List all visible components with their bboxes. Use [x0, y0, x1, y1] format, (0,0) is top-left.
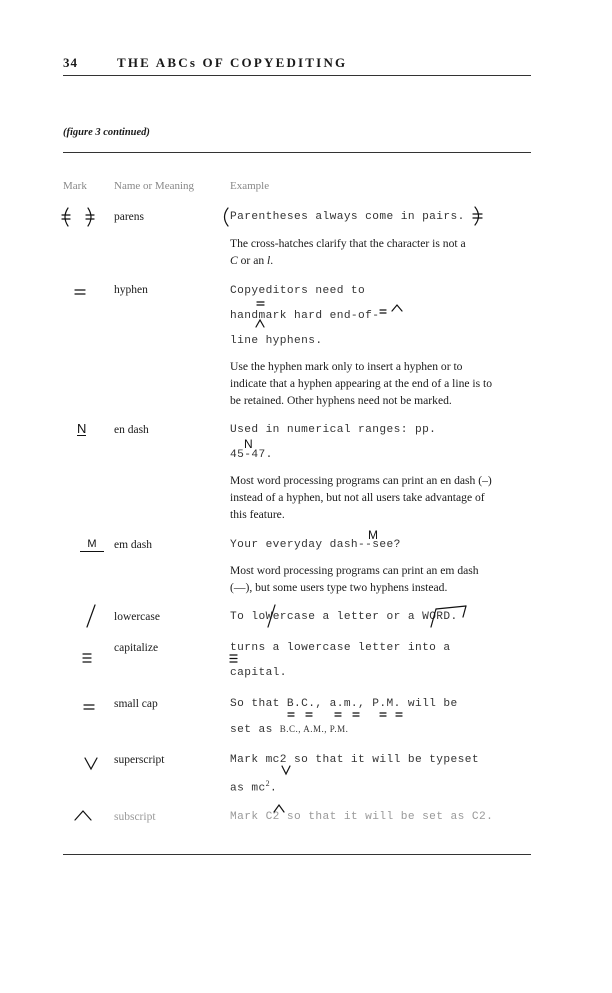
lowercase-name: lowercase	[114, 611, 160, 623]
caret-mark-icon	[254, 318, 266, 328]
en-dash-insert-glyph: N	[244, 437, 253, 451]
hyphen-example-line-3: line hyphens.	[230, 335, 323, 347]
caption-rule	[63, 152, 531, 153]
header-rule	[63, 75, 531, 76]
capitalize-example-line-1: turns a lowercase letter into a	[230, 642, 451, 654]
parens-name: parens	[114, 211, 145, 223]
em-dash-mark-icon: M	[80, 534, 104, 552]
close-paren-mark-icon	[471, 205, 485, 227]
small-cap-name: small cap	[114, 698, 158, 710]
column-header-example: Example	[230, 180, 270, 192]
superscript-name: superscript	[114, 754, 165, 766]
parens-example: Parentheses always come in pairs.	[230, 211, 465, 223]
en-dash-note: Most word processing programs can print an en dash (–) instead of a hyphen, but not all users take advantage of this feature.	[230, 474, 492, 521]
small-cap-mark-icon	[82, 702, 96, 712]
lowercase-word-slash-icon	[428, 603, 470, 629]
em-dash-name: em dash	[114, 539, 153, 551]
running-title: THE ABCs OF COPYEDITING	[117, 55, 348, 70]
lowercase-slash-icon	[84, 603, 98, 629]
em-dash-insert-glyph: M	[368, 528, 378, 542]
hyphen-example-line-2: handmark hard end-of-	[230, 310, 380, 322]
subscript-mark-icon	[73, 808, 93, 822]
small-cap-example-line-1: So that B.C., a.m., P.M. will be	[230, 698, 458, 710]
hyphen-example-line-1: Copyeditors need to	[230, 285, 366, 297]
subscript-name: subscript	[114, 811, 156, 823]
parens-mark-icon	[58, 206, 102, 228]
en-dash-mark-icon: N	[77, 421, 87, 436]
hyphen-note: Use the hyphen mark only to insert a hyphen or to indicate that a hyphen appearing at the end of a line is to be retained. Other hyphens need not be marked.	[230, 360, 493, 407]
hyphen-insert-mark-icon	[255, 300, 267, 308]
small-cap-marks-icon	[286, 711, 406, 719]
em-dash-example: Your everyday dash--see?	[230, 539, 401, 551]
hyphen-retain-mark-icon	[378, 302, 406, 318]
subscript-example: Mark C2 so that it will be set as C2.	[230, 811, 494, 823]
lowercase-letter-slash-icon	[264, 603, 278, 629]
superscript-mark-icon	[83, 755, 99, 771]
footer-rule	[63, 854, 531, 855]
figure-caption: (figure 3 continued)	[63, 127, 150, 138]
column-header-name: Name or Meaning	[114, 180, 195, 192]
superscript-insert-mark-icon	[280, 764, 292, 776]
lowercase-example: To loWercase a letter or a WORD.	[230, 611, 458, 623]
en-dash-example-line-1: Used in numerical ranges: pp.	[230, 424, 437, 436]
capitalize-example-line-2: capital.	[230, 667, 287, 679]
capitalize-letter-mark-icon	[228, 653, 240, 665]
hyphen-name: hyphen	[114, 284, 148, 296]
column-header-mark: Mark	[63, 180, 87, 192]
subscript-insert-mark-icon	[272, 803, 286, 813]
hyphen-mark-icon	[73, 287, 87, 297]
parens-note: The cross-hatches clarify that the character is not a C or an l.	[230, 237, 466, 267]
em-dash-note: Most word processing programs can print an em dash (—), but some users type two hyphens instead.	[230, 564, 479, 594]
page-number: 34	[63, 55, 78, 70]
capitalize-name: capitalize	[114, 642, 159, 654]
en-dash-name: en dash	[114, 424, 149, 436]
capitalize-mark-icon	[81, 652, 93, 664]
superscript-example-line-1: Mark mc2 so that it will be typeset	[230, 754, 479, 766]
small-cap-example-line-2: set as B.C., A.M., P.M.	[230, 724, 349, 736]
superscript-example-line-2: as $mc^2$.	[230, 779, 278, 795]
en-dash-example-line-2: 45-47.	[230, 449, 273, 461]
